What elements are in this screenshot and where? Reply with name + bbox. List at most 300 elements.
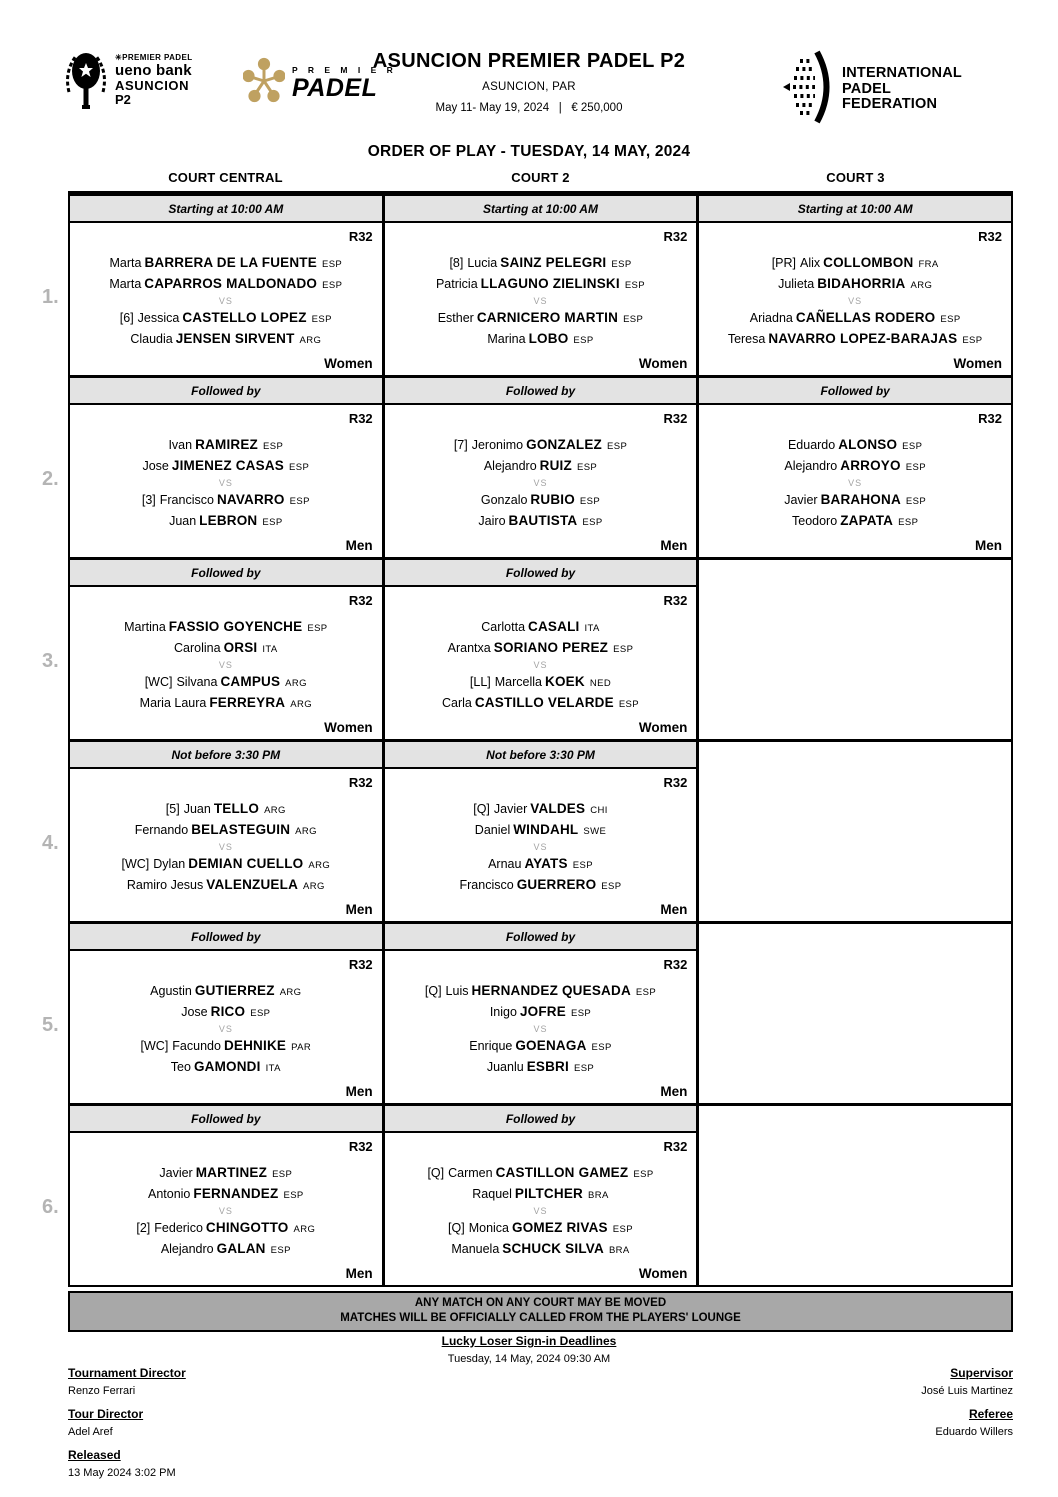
player-line [449, 253, 631, 274]
premier-label: P R E M I E R [292, 64, 397, 75]
player-last-name: BELASTEGUIN [191, 821, 291, 837]
player-country-code: ESP [612, 1223, 633, 1235]
player-first-name: Carmen [448, 1165, 493, 1180]
player-country-code: ESP [633, 1168, 654, 1180]
player-country-code: ARG [910, 279, 933, 291]
player-first-name: Claudia [130, 331, 173, 346]
player-line [487, 1057, 594, 1078]
ipf-logo [781, 50, 962, 129]
player-first-name: Patricia [435, 276, 478, 291]
schedule-slot [70, 375, 382, 557]
player-first-name: Juanlu [486, 1059, 524, 1074]
player-country-code: ESP [591, 1041, 612, 1053]
slot-time-header: Followed by [70, 560, 382, 587]
slot-time-header: Followed by [70, 378, 382, 405]
category-label: Men [345, 1084, 373, 1099]
player-seed: [PR] [771, 255, 796, 270]
match-cell [70, 405, 382, 557]
tournament-director-name: Renzo Ferrari [68, 1385, 136, 1397]
tour-director-label: Tour Director [68, 1407, 144, 1421]
player-last-name: GAMONDI [193, 1058, 261, 1074]
schedule-slot [385, 557, 697, 739]
schedule-slot [70, 557, 382, 739]
schedule-slot [699, 375, 1011, 557]
empty-slot [699, 921, 1011, 1103]
player-last-name: GOENAGA [515, 1037, 587, 1053]
player-line [148, 1184, 304, 1205]
player-line [481, 490, 600, 511]
player-country-code: ARG [279, 986, 302, 998]
court-column-2 [382, 196, 697, 1285]
round-label: R32 [348, 775, 373, 790]
player-first-name: Agustin [150, 983, 192, 998]
player-country-code: ESP [635, 986, 657, 998]
court-column-1 [70, 196, 382, 1285]
round-label: R32 [663, 229, 688, 244]
player-country-code: ESP [262, 516, 283, 528]
player-first-name: Facundo [172, 1038, 221, 1053]
player-first-name: Eduardo [787, 437, 836, 452]
player-first-name: Javier [159, 1165, 193, 1180]
player-line [145, 672, 307, 693]
player-last-name: PILTCHER [514, 1185, 583, 1201]
category-label: Women [953, 356, 1003, 371]
vs-label: VS [218, 477, 233, 488]
player-first-name: Carla [441, 695, 472, 710]
player-country-code: ITA [584, 622, 600, 634]
player-country-code: ESP [623, 313, 644, 325]
schedule-slot [70, 739, 382, 921]
premier-padel-flower-icon [243, 57, 285, 110]
match-number: 2. [42, 468, 59, 490]
match-cell [385, 1133, 697, 1285]
player-line [772, 253, 939, 274]
player-country-code: ESP [573, 1062, 595, 1074]
player-line [120, 308, 332, 329]
player-seed: [Q] [448, 1220, 465, 1235]
player-seed: [5] [165, 801, 180, 816]
player-first-name: Daniel [474, 822, 511, 837]
ipf-ball-icon [781, 50, 833, 129]
ueno-bank-label: ueno bank [115, 61, 192, 79]
player-first-name: Arnau [488, 856, 522, 871]
vs-label: VS [848, 477, 863, 488]
vs-label: VS [848, 295, 863, 306]
player-last-name: MARTINEZ [195, 1164, 268, 1180]
player-country-code: ARG [295, 825, 317, 837]
notice-line-1: ANY MATCH ON ANY COURT MAY BE MOVED [414, 1297, 667, 1309]
court-title-3: COURT 3 [826, 170, 885, 185]
vs-label: VS [533, 1205, 548, 1216]
released-datetime: 13 May 2024 3:02 PM [68, 1467, 176, 1479]
player-line [460, 875, 622, 896]
player-seed: [LL] [469, 674, 491, 689]
player-country-code: ARG [293, 1223, 316, 1235]
tournament-director-label: Tournament Director [68, 1366, 186, 1380]
player-first-name: Teo [170, 1059, 191, 1074]
player-line [159, 1163, 292, 1184]
round-label: R32 [348, 1139, 373, 1154]
lucky-loser-deadline: Tuesday, 14 May, 2024 09:30 AM [447, 1353, 611, 1365]
player-line [181, 1002, 270, 1023]
category-label: Women [638, 356, 688, 371]
officials-left [68, 1366, 186, 1479]
player-country-code: ESP [307, 622, 328, 634]
category-label: Women [638, 720, 688, 735]
player-last-name: RICO [210, 1003, 246, 1019]
player-first-name: Alix [800, 255, 821, 270]
player-seed: [7] [453, 437, 468, 452]
player-line [109, 274, 342, 295]
player-last-name: CASTILLO VELARDE [474, 694, 614, 710]
player-country-code: FRA [918, 258, 939, 270]
ueno-tier-label: P2 [115, 91, 131, 107]
player-country-code: ESP [311, 313, 332, 325]
player-first-name: Alejandro [160, 1241, 214, 1256]
vs-label: VS [218, 1205, 233, 1216]
player-first-name: Carlotta [481, 619, 526, 634]
round-label: R32 [348, 593, 373, 608]
player-last-name: VALDES [530, 800, 586, 816]
player-last-name: CASTILLON GAMEZ [495, 1164, 629, 1180]
player-line [728, 329, 983, 350]
player-country-code: ESP [611, 258, 632, 270]
player-first-name: Marina [487, 331, 526, 346]
player-line [136, 1218, 315, 1239]
player-first-name: Jose [181, 1004, 208, 1019]
player-line [788, 435, 922, 456]
player-last-name: LEBRON [199, 512, 258, 528]
player-country-code: ESP [283, 1189, 304, 1201]
slot-time-header: Not before 3:30 PM [70, 742, 382, 769]
player-country-code: ESP [579, 495, 601, 507]
player-last-name: RUIZ [539, 457, 572, 473]
player-line [168, 435, 283, 456]
player-line [784, 456, 926, 477]
schedule-slot [70, 1103, 382, 1285]
player-first-name: Fernando [134, 822, 189, 837]
player-line [448, 1218, 633, 1239]
player-line [487, 329, 593, 350]
player-country-code: ITA [265, 1062, 281, 1074]
player-last-name: CHINGOTTO [205, 1219, 289, 1235]
tournament-location: ASUNCION, PAR [482, 81, 576, 93]
player-first-name: Enrique [469, 1038, 513, 1053]
player-line [436, 274, 645, 295]
player-last-name: FERNANDEZ [193, 1185, 279, 1201]
player-country-code: ESP [289, 495, 310, 507]
player-country-code: ITA [262, 643, 278, 655]
court-column-3 [696, 196, 1011, 1285]
player-line [442, 693, 639, 714]
match-number: 4. [42, 832, 59, 854]
notice-banner [68, 1291, 1013, 1332]
player-country-code: ESP [905, 495, 927, 507]
player-last-name: COLLOMBON [823, 254, 914, 270]
player-country-code: ESP [902, 440, 923, 452]
match-cell [385, 769, 697, 921]
player-first-name: Teodoro [792, 513, 838, 528]
player-first-name: Ariadna [749, 310, 793, 325]
ueno-premier-padel-tagline: ✳PREMIER PADEL [115, 53, 193, 62]
tournament-dates-prize: May 11- May 19, 2024 | € 250,000 [435, 102, 623, 114]
player-country-code: ESP [272, 1168, 293, 1180]
player-last-name: GUTIERREZ [194, 982, 275, 998]
player-first-name: Jose [142, 458, 169, 473]
player-line [150, 981, 301, 1002]
player-last-name: SCHUCK SILVA [502, 1240, 604, 1256]
player-last-name: CAÑELLAS RODERO [795, 309, 936, 325]
referee-name: Eduardo Willers [935, 1426, 1013, 1438]
player-last-name: KOEK [545, 673, 585, 689]
round-label: R32 [663, 1139, 688, 1154]
player-country-code: NED [589, 677, 612, 689]
player-line [470, 672, 611, 693]
page-title: ORDER OF PLAY - TUESDAY, 14 MAY, 2024 [367, 143, 691, 160]
player-first-name: Teresa [727, 331, 766, 346]
player-last-name: FASSIO GOYENCHE [168, 618, 303, 634]
player-line [490, 1002, 591, 1023]
player-last-name: RAMIREZ [195, 436, 258, 452]
player-first-name: Jessica [137, 310, 180, 325]
player-seed: [WC] [140, 1038, 169, 1053]
player-seed: [2] [136, 1220, 151, 1235]
player-line [750, 308, 961, 329]
match-cell [70, 223, 382, 375]
player-line [472, 1184, 608, 1205]
player-first-name: Dylan [153, 856, 186, 871]
player-country-code: ESP [624, 279, 646, 291]
player-country-code: ESP [601, 880, 622, 892]
empty-slot [699, 1103, 1011, 1285]
player-last-name: JOFRE [519, 1003, 566, 1019]
player-last-name: DEMIAN CUELLO [188, 855, 304, 871]
player-first-name: Marcella [494, 674, 543, 689]
player-country-code: ESP [322, 279, 343, 291]
player-country-code: ESP [288, 461, 310, 473]
slot-time-header: Followed by [699, 378, 1011, 405]
player-last-name: CARNICERO MARTIN [476, 309, 619, 325]
player-line [473, 799, 608, 820]
category-label: Men [975, 538, 1003, 553]
slot-time-header: Followed by [385, 924, 697, 951]
match-cell [699, 223, 1011, 375]
player-last-name: ARROYO [840, 457, 901, 473]
player-country-code: ARG [285, 677, 307, 689]
player-last-name: GALAN [216, 1240, 266, 1256]
notice-line-2: MATCHES WILL BE OFFICIALLY CALLED FROM THE PLAYERS' LOUNGE [340, 1312, 741, 1324]
player-line [481, 617, 600, 638]
player-first-name: Jeronimo [471, 437, 524, 452]
player-line [161, 1239, 291, 1260]
player-line [469, 1036, 611, 1057]
player-last-name: TELLO [213, 800, 260, 816]
player-last-name: GOMEZ RIVAS [512, 1219, 608, 1235]
schedule-slot [385, 1103, 697, 1285]
category-label: Men [660, 538, 688, 553]
player-line [427, 1163, 653, 1184]
slot-time-header: Starting at 10:00 AM [70, 196, 382, 223]
match-cell [70, 587, 382, 739]
match-number: 6. [42, 1196, 59, 1218]
category-label: Women [324, 720, 373, 735]
player-last-name: BAUTISTA [508, 512, 578, 528]
schedule-slot [385, 196, 697, 375]
player-first-name: Marta [109, 255, 142, 270]
player-country-code: SWE [583, 825, 607, 837]
schedule-slot [385, 739, 697, 921]
player-line [127, 875, 325, 896]
player-first-name: Ramiro Jesus [126, 877, 204, 892]
tournament-header [329, 50, 729, 114]
referee-label: Referee [968, 1407, 1013, 1421]
slot-time-header: Followed by [385, 560, 697, 587]
player-country-code: ESP [573, 334, 594, 346]
player-last-name: FERREYRA [209, 694, 286, 710]
player-first-name: Javier [784, 492, 818, 507]
schedule-grid [68, 191, 1013, 1287]
slot-time-header: Starting at 10:00 AM [699, 196, 1011, 223]
player-first-name: Arantxa [447, 640, 491, 655]
player-country-code: ARG [264, 804, 286, 816]
player-last-name: HERNANDEZ QUESADA [471, 982, 631, 998]
player-first-name: Juan [183, 801, 211, 816]
player-last-name: GONZALEZ [526, 436, 602, 452]
player-line [484, 456, 597, 477]
empty-slot [699, 739, 1011, 921]
slot-time-header: Starting at 10:00 AM [385, 196, 697, 223]
match-cell [70, 769, 382, 921]
category-label: Women [324, 356, 373, 371]
player-line [135, 820, 317, 841]
player-last-name: JIMENEZ CASAS [171, 457, 284, 473]
player-country-code: ARG [290, 698, 313, 710]
player-first-name: Juan [169, 513, 197, 528]
player-last-name: CAPARROS MALDONADO [144, 275, 318, 291]
tournament-title: ASUNCION PREMIER PADEL P2 [372, 50, 686, 72]
player-last-name: CASTELLO LOPEZ [182, 309, 307, 325]
match-cell [385, 951, 697, 1103]
player-seed: [3] [141, 492, 156, 507]
player-country-code: ESP [572, 859, 593, 871]
player-country-code: ESP [606, 440, 628, 452]
match-cell [70, 1133, 382, 1285]
supervisor-label: Supervisor [950, 1366, 1013, 1380]
round-label: R32 [348, 229, 373, 244]
player-first-name: Luis [445, 983, 469, 998]
match-cell [70, 951, 382, 1103]
player-last-name: CASALI [528, 618, 580, 634]
player-first-name: Marta [109, 276, 142, 291]
tour-director-name: Adel Aref [68, 1426, 113, 1438]
player-last-name: BIDAHORRIA [817, 275, 906, 291]
padel-label: PADEL [292, 74, 378, 103]
player-seed: [Q] [427, 1165, 445, 1180]
lucky-loser-title: Lucky Loser Sign-in Deadlines [441, 1334, 617, 1348]
round-label: R32 [978, 229, 1003, 244]
player-country-code: ESP [618, 698, 640, 710]
category-label: Men [345, 538, 373, 553]
star-icon: ✳ [115, 53, 123, 62]
player-first-name: Lucia [467, 255, 498, 270]
player-first-name: Silvana [176, 674, 218, 689]
vs-label: VS [218, 659, 233, 670]
player-last-name: ORSI [223, 639, 258, 655]
player-country-code: ESP [582, 516, 603, 528]
slot-time-header: Followed by [70, 924, 382, 951]
round-label: R32 [663, 775, 688, 790]
player-line [171, 1057, 281, 1078]
slot-time-header: Followed by [385, 1106, 697, 1133]
player-line [141, 1036, 312, 1057]
player-country-code: ESP [270, 1244, 291, 1256]
empty-slot [699, 557, 1011, 739]
player-last-name: ZAPATA [840, 512, 894, 528]
match-number: 1. [42, 286, 59, 308]
player-line [448, 638, 634, 659]
player-line [174, 638, 278, 659]
player-line [140, 693, 312, 714]
match-cell [385, 223, 697, 375]
player-seed: [8] [449, 255, 464, 270]
player-country-code: ESP [940, 313, 961, 325]
player-country-code: ARG [308, 859, 331, 871]
ueno-city-label: ASUNCION [115, 77, 190, 93]
category-label: Women [638, 1266, 688, 1281]
player-country-code: ESP [962, 334, 983, 346]
player-seed: [Q] [473, 801, 490, 816]
player-country-code: ARG [303, 880, 325, 892]
player-country-code: ESP [898, 516, 919, 528]
ipf-wordmark: INTERNATIONAL PADEL FEDERATION [842, 64, 962, 113]
player-line [475, 820, 606, 841]
player-first-name: Raquel [472, 1186, 512, 1201]
player-last-name: SORIANO PEREZ [493, 639, 609, 655]
match-cell [385, 405, 697, 557]
player-first-name: Maria Laura [139, 695, 207, 710]
player-seed: [WC] [144, 674, 173, 689]
round-label: R32 [348, 411, 373, 426]
player-line [438, 308, 644, 329]
vs-label: VS [533, 295, 548, 306]
player-first-name: Jairo [478, 513, 506, 528]
player-last-name: BARRERA DE LA FUENTE [144, 254, 317, 270]
player-first-name: Carolina [174, 640, 221, 655]
category-label: Men [660, 1084, 688, 1099]
player-last-name: JENSEN SIRVENT [175, 330, 295, 346]
player-country-code: BRA [608, 1244, 630, 1256]
player-first-name: Monica [468, 1220, 510, 1235]
player-last-name: LOBO [528, 330, 569, 346]
player-first-name: Alejandro [483, 458, 537, 473]
player-last-name: GUERRERO [516, 876, 597, 892]
player-country-code: ESP [570, 1007, 592, 1019]
vs-label: VS [533, 1023, 548, 1034]
player-first-name: Alejandro [784, 458, 838, 473]
player-line [451, 1239, 629, 1260]
player-last-name: DEHNIKE [223, 1037, 287, 1053]
player-country-code: ESP [263, 440, 284, 452]
player-first-name: Francisco [159, 492, 214, 507]
player-line [110, 253, 343, 274]
player-last-name: CAMPUS [220, 673, 281, 689]
match-cell [699, 405, 1011, 557]
vs-label: VS [218, 295, 233, 306]
player-line [478, 511, 602, 532]
vs-label: VS [218, 1023, 233, 1034]
player-country-code: ESP [576, 461, 598, 473]
released-label: Released [68, 1448, 121, 1462]
